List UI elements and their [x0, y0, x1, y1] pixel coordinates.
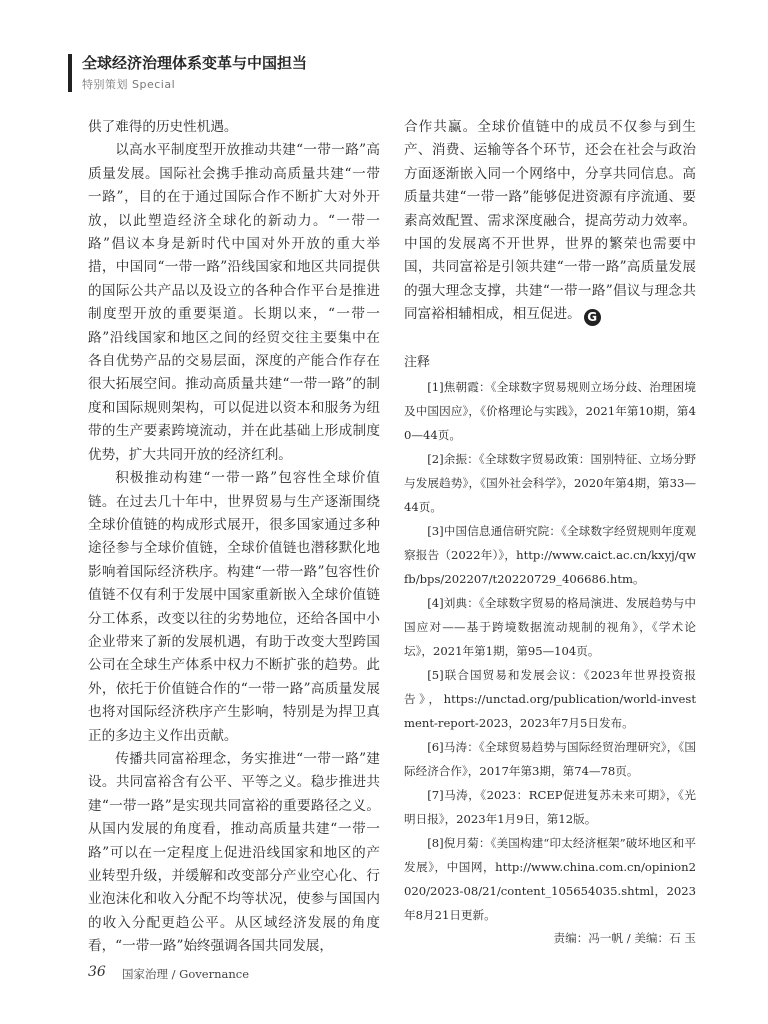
left-column: [88, 116, 380, 959]
paragraph: 积极推动构建“一带一路”包容性全球价值链。在过去几十年中，世界贸易与生产逐渐围绕全球价值链的构成形式展开，很多国家通过多种途径参与全球价值链，全球价值链也潜移默化地影响着国际经济秩序。构建“一带一路”包容性价值链不仅有利于发展中国家重新嵌入全球价值链分工体系，改变以往的劣势地位，还给各国中小企业带来了新的发展机遇，有助于改变大型跨国公司在全球生产体系中权力不断扩张的趋势。此外，依托于价值链合作的“一带一路”高质量发展也将对国际经济秩序产生影响，特别是为捍卫真正的多边主义作出贡献。: [88, 470, 380, 744]
notes-list: [404, 375, 696, 927]
editor-credits: 责编：冯一帆 / 美编：石 玉: [553, 930, 696, 945]
page-footer: [88, 964, 488, 984]
paragraph-text: 合作共赢。全球价值链中的成员不仅参与到生产、消费、运输等各个环节，还会在社会与政治方面逐渐嵌入同一个网络中，分享共同信息。高质量共建“一带一路”能够促进资源有序流通、要素高效配置、需求深度融合，提高劳动力效率。中国的发展离不开世界，世界的繁荣也需要中国，共同富裕是引领共建“一带一路”高质量发展的强大理念支撑，共建“一带一路”倡议与理念共同富裕相辅相成，相互促进。: [404, 119, 696, 323]
note-item: [7]马涛，《2023：RCEP促进复苏未来可期》，《光明日报》，2023年1月9日，第12版。: [404, 787, 696, 826]
paragraph: 以高水平制度型开放推动共建“一带一路”高质量发展。国际社会携手推动高质量共建“一带一路”，目的在于通过国际合作不断扩大对外开放，以此塑造经济全球化的新动力。“一带一路”倡议本身是新时代中国对外开放的重大举措，中国同“一带一路”沿线国家和地区共同提供的国际公共产品以及设立的各种合作平台是推进制度型开放的重要渠道。长期以来，“一带一路”沿线国家和地区之间的经贸交往主要集中在各自优势产品的交易层面，深度的产能合作存在很大拓展空间。推动高质量共建“一带一路”的制度和国际规则架构，可以促进以资本和服务为纽带的生产要素跨境流动，并在此基础上形成制度优势，扩大共同开放的经济红利。: [88, 142, 380, 463]
magazine-name: 国家治理 / Governance: [122, 967, 250, 981]
note-item: [6]马涛：《全球贸易趋势与国际经贸治理研究》，《国际经济合作》，2017年第3期，第74—78页。: [404, 739, 696, 778]
note-item: [3]中国信息通信研究院：《全球数字经贸规则年度观察报告（2022年）》，http://www.caict.ac.cn/kxyj/qwfb/bps/202207/t20220729_406686.htm。: [404, 523, 696, 586]
section-title: 全球经济治理体系变革与中国担当: [82, 54, 308, 72]
note-item: [1]焦朝霞：《全球数字贸易规则立场分歧、治理困境及中国因应》，《价格理论与实践》，2021年第10期，第40—44页。: [404, 379, 696, 442]
paragraph: [404, 116, 696, 327]
note-item: [4]刘典：《全球数字贸易的格局演进、发展趋势与中国应对——基于跨境数据流动规制的视角》，《学术论坛》，2021年第1期，第95—104页。: [404, 595, 696, 658]
note-item: [5]联合国贸易和发展会议：《2023年世界投资报告》，https://unctad.org/publication/world-investment-report-2023，2023年7月5日发布。: [404, 667, 696, 730]
paragraph: 供了难得的历史性机遇。: [88, 119, 238, 135]
end-mark-icon: G: [584, 309, 601, 326]
notes-title: 注释: [404, 354, 431, 370]
page-number: 36: [88, 964, 106, 980]
paragraph: 传播共同富裕理念，务实推进“一带一路”建设。共同富裕含有公平、平等之义。稳步推进共建“一带一路”是实现共同富裕的重要路径之义。从国内发展的角度看，推动高质量共建“一带一路”可以在一定程度上促进沿线国家和地区的产业转型升级，并缓解和改变部分产业空心化、行业泡沫化和收入分配不均等状况，使参与国国内的收入分配更趋公平。从区域经济发展的角度看，“一带一路”始终强调各国共同发展，: [88, 750, 380, 955]
note-item: [8]倪月菊：《美国构建“印太经济框架”破坏地区和平发展》，中国网，http://www.china.com.cn/opinion2020/2023-08/21/content_105654035.shtml，2023年8月21日更新。: [404, 835, 696, 922]
right-column: [404, 116, 696, 949]
header-accent-bar: [68, 54, 72, 92]
section-subtitle: 特别策划 Special: [82, 78, 176, 91]
note-item: [2]余振：《全球数字贸易政策：国别特征、立场分野与发展趋势》，《国外社会科学》，2020年第4期，第33—44页。: [404, 451, 696, 514]
